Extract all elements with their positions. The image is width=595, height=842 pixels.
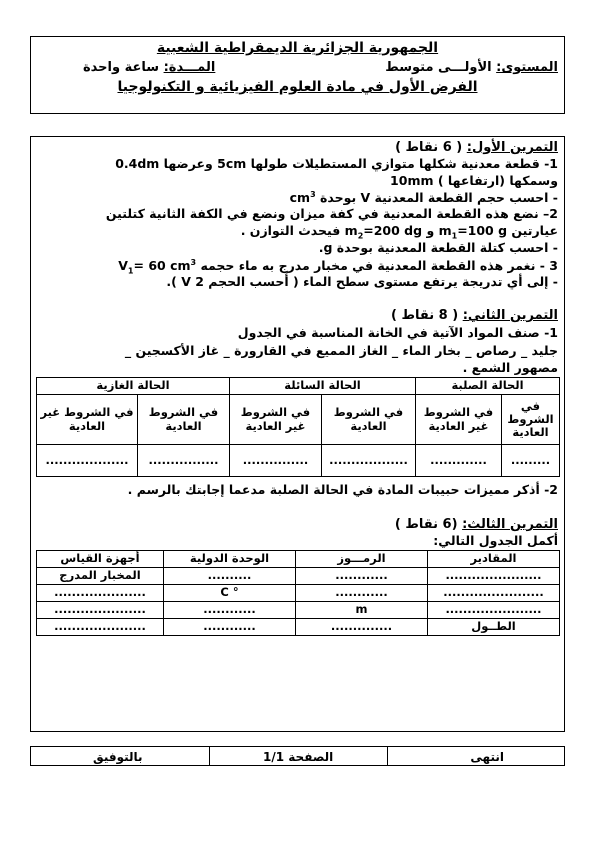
exercise3-heading xyxy=(395,518,558,531)
exercise3-points: (6 نقاط ) xyxy=(394,517,458,532)
ex1-line6: - احسب كتلة القطعة المعدنية بوحدة g. xyxy=(318,240,558,255)
sub-solid-abnormal: في الشروط غير العادية xyxy=(416,395,502,445)
cell: الطــول xyxy=(428,619,560,636)
sub-liquid-normal: في الشروط العادية xyxy=(322,395,416,445)
ex1-line5-s1: 1 xyxy=(451,231,458,241)
blank-cell[interactable]: ............. xyxy=(416,445,502,477)
sub-solid-normal: في الشروط العادية xyxy=(502,395,560,445)
quantities-row xyxy=(37,585,560,602)
header-symbols: الرمـــوز xyxy=(296,551,428,568)
group-gas: الحالة الغازية xyxy=(37,378,230,395)
footer-end: انتهى xyxy=(470,750,504,764)
footer-page: الصفحة 1/1 xyxy=(263,750,334,764)
cell[interactable]: ...................... xyxy=(428,602,560,619)
ex1-line2: وسمكها (ارتفاعها ) 10mm xyxy=(390,173,558,188)
quantities-row xyxy=(37,568,560,585)
quantities-row xyxy=(37,619,560,636)
header-box xyxy=(30,36,565,114)
cell[interactable]: ............ xyxy=(296,568,428,585)
group-liquid: الحالة السائلة xyxy=(230,378,416,395)
exercise2-heading xyxy=(391,309,558,322)
ex1-line7-s: 1 xyxy=(127,266,134,276)
cell[interactable]: ..................... xyxy=(37,619,164,636)
sub-gas-abnormal: في الشروط غير العادية xyxy=(37,395,138,445)
ex1-line8: - إلى أي تدريجة يرتفع مستوى سطح الماء ( أحسب الحجم V 2 ). xyxy=(166,274,558,289)
group-solid: الحالة الصلبة xyxy=(416,378,560,395)
cell[interactable]: .............. xyxy=(296,619,428,636)
exercise1-heading xyxy=(395,141,558,154)
cell[interactable]: ..................... xyxy=(37,585,164,602)
blank-cell[interactable]: .................. xyxy=(322,445,416,477)
level-line xyxy=(385,61,558,74)
cell[interactable]: ....................... xyxy=(428,585,560,602)
cell[interactable]: ...................... xyxy=(428,568,560,585)
sub-gas-normal: في الشروط العادية xyxy=(138,395,230,445)
cell: m xyxy=(296,602,428,619)
cell[interactable]: ..................... xyxy=(37,602,164,619)
ex2-q1: 1- صنف المواد الآتية في الخانة المناسبة في الجدول xyxy=(237,325,558,340)
ex1-line5-a: عيارتين m xyxy=(438,223,558,238)
level-label: المستوى: xyxy=(496,60,558,75)
exercise2-title: التمرين الثاني: xyxy=(462,308,558,323)
quantities-header-row xyxy=(37,551,560,568)
cell: ° C xyxy=(164,585,296,602)
ex2-materials-2: مصهور الشمع . xyxy=(462,360,558,375)
ex1-line1: 1- قطعة معدنية شكلها متوازي المستطيلات طولها 5cm وعرضها 0.4dm xyxy=(115,156,558,171)
ex1-line5-b: =100 g و m xyxy=(344,223,508,238)
footer-divider xyxy=(209,747,210,765)
ex1-line7-sup: 3 xyxy=(190,258,197,267)
cell[interactable]: .......... xyxy=(164,568,296,585)
exercise2-points: ( 8 نقاط ) xyxy=(391,308,459,323)
ex2-q2: 2- أذكر مميزات حبيبات المادة في الحالة الصلبة مدعما إجابتك بالرسم . xyxy=(127,482,558,497)
ex1-line5-c: =200 dg فيحدث التوازن . xyxy=(240,223,423,238)
quantities-table xyxy=(36,550,560,636)
states-subheader-row xyxy=(37,395,560,445)
exam-box xyxy=(30,136,565,732)
sub-liquid-abnormal: في الشروط غير العادية xyxy=(230,395,322,445)
ex1-line3-sup: 3 xyxy=(310,190,316,199)
exercise1-title: التمرين الأول: xyxy=(466,140,558,155)
duration-value: ساعة واحدة xyxy=(83,60,160,75)
states-table xyxy=(36,377,560,477)
duration-line xyxy=(83,61,215,74)
cell[interactable]: ............ xyxy=(296,585,428,602)
exam-title: الفرض الأول في مادة العلوم الفيزيائية و التكنولوجيا xyxy=(117,79,478,95)
duration-label: المـــدة: xyxy=(163,60,216,75)
footer-divider xyxy=(387,747,388,765)
ex1-line7-a: 3 - نغمر هذه القطعة المعدنية في مخبار مدرج به ماء حجمه V xyxy=(118,258,558,274)
ex1-line3-text: - احسب حجم القطعة المعدنية V بوحدة cm xyxy=(289,190,558,206)
exercise3-title: التمرين الثالث: xyxy=(462,517,558,532)
ex1-line3 xyxy=(290,191,558,205)
exercise1-points: ( 6 نقاط ) xyxy=(395,140,463,155)
ex3-instruction: أكمل الجدول التالي: xyxy=(433,533,558,548)
footer-box xyxy=(30,746,565,766)
quantities-row xyxy=(37,602,560,619)
footer-good-luck: بالتوفيق xyxy=(93,750,143,764)
states-group-row xyxy=(37,378,560,395)
ex2-materials-1: جليد _ رصاص _ بخار الماء _ الغاز الممیع في القارورة _ غاز الأكسجين _ xyxy=(124,343,558,358)
header-si-unit: الوحدة الدولية xyxy=(164,551,296,568)
blank-cell[interactable]: ................ xyxy=(138,445,230,477)
blank-cell[interactable]: ............... xyxy=(230,445,322,477)
cell[interactable]: ............ xyxy=(164,602,296,619)
states-answer-row xyxy=(37,445,560,477)
blank-cell[interactable]: ......... xyxy=(502,445,560,477)
ex1-line5 xyxy=(241,225,558,241)
republic-title: الجمهورية الجزائرية الديمقراطية الشعبية xyxy=(156,40,439,56)
blank-cell[interactable]: ................... xyxy=(37,445,138,477)
ex1-line5-s2: 2 xyxy=(357,231,364,241)
level-value: الأولـــى متوسط xyxy=(385,60,492,75)
cell[interactable]: ............ xyxy=(164,619,296,636)
header-instrument: أجهزة القياس xyxy=(37,551,164,568)
ex1-line4: 2– نضع هذه القطعة المعدنية في كفة ميزان ونضع في الكفة الثانية كتلتين xyxy=(105,206,558,221)
header-quantities: المقادير xyxy=(428,551,560,568)
ex1-line7-b: = 60 cm xyxy=(133,258,191,274)
cell: المخبار المدرج xyxy=(37,568,164,585)
